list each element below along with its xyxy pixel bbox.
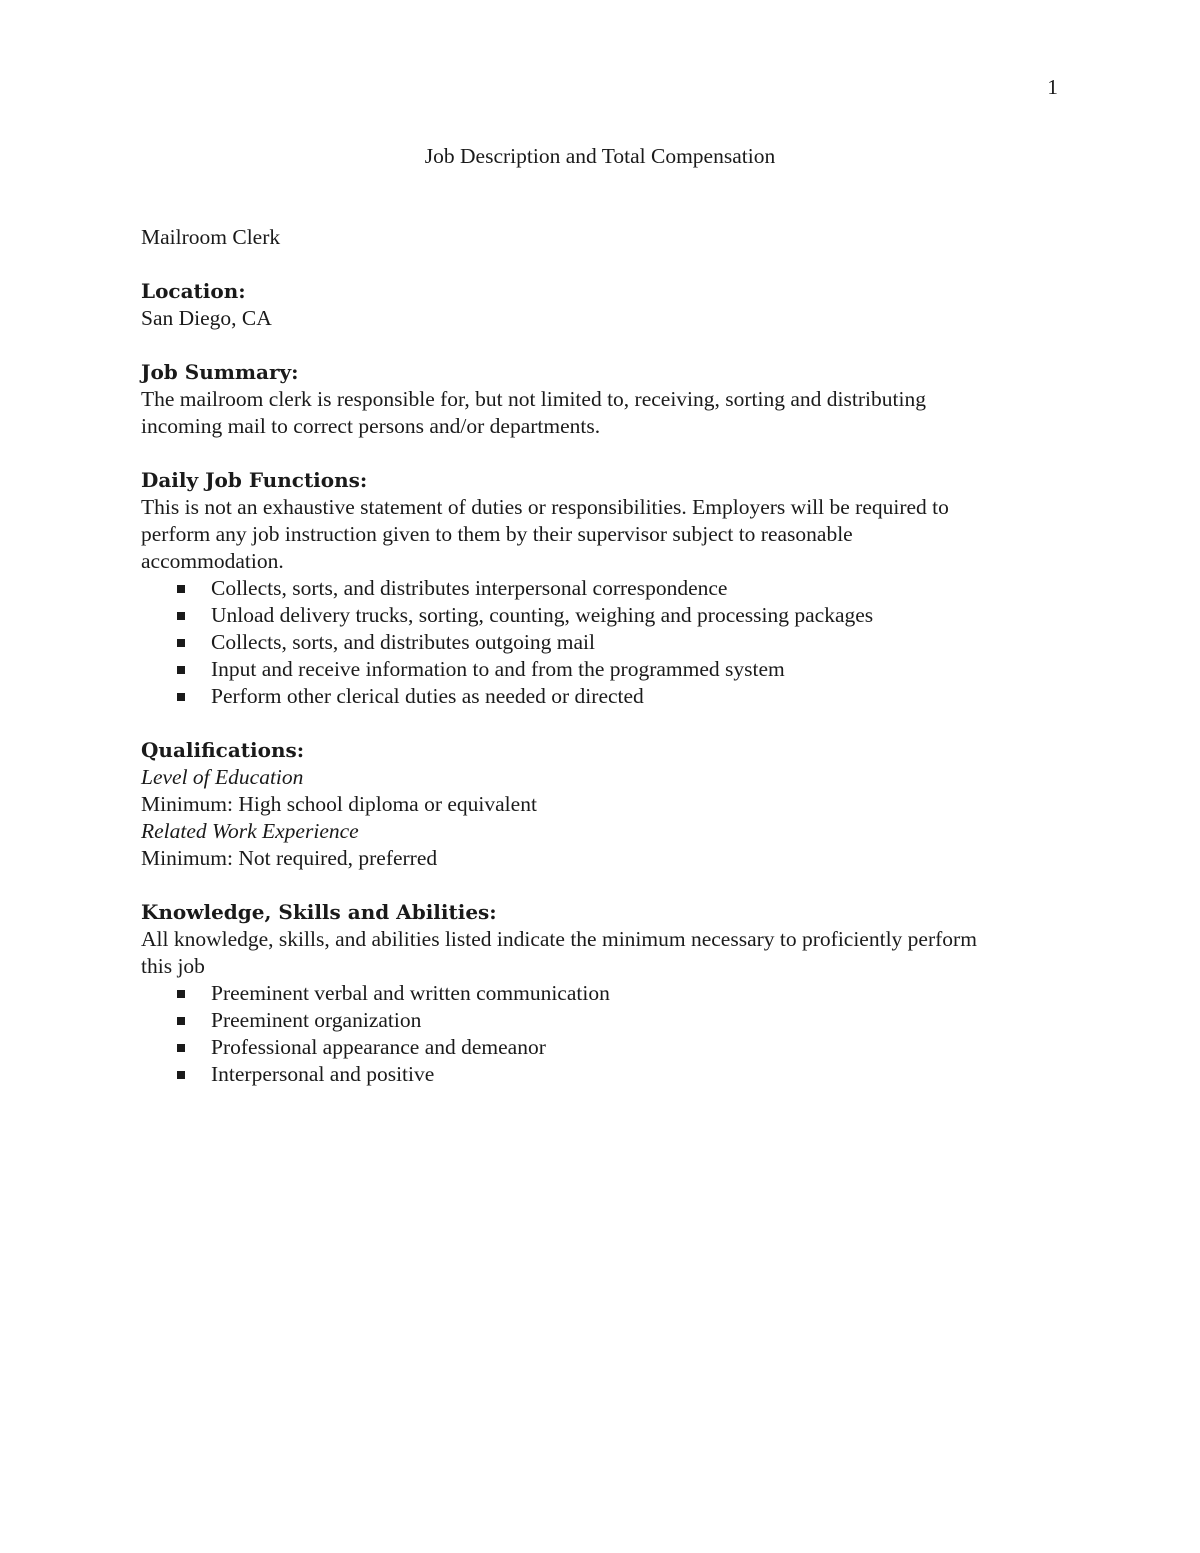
page-number: 1 (1047, 75, 1058, 99)
square-bullet-icon (177, 666, 185, 674)
daily-functions-intro-line: This is not an exhaustive statement of duties or responsibilities. Employers will be required to (141, 495, 949, 519)
list-item-text: Preeminent organization (211, 1008, 422, 1032)
daily-functions-intro-line: perform any job instruction given to them by their supervisor subject to reasonable (141, 522, 853, 546)
list-item-text: Unload delivery trucks, sorting, counting, weighing and processing packages (211, 603, 874, 627)
document-body (141, 224, 1071, 1088)
daily-functions-intro-line: accommodation. (141, 549, 284, 573)
job-title: Mailroom Clerk (141, 225, 281, 249)
square-bullet-icon (177, 990, 185, 998)
list-item (141, 656, 1071, 683)
location-value: San Diego, CA (141, 306, 272, 330)
square-bullet-icon (177, 1071, 185, 1079)
ksa-list (141, 980, 1071, 1088)
list-item (141, 683, 1071, 710)
job-summary-heading: Job Summary: (141, 360, 299, 384)
job-summary-line: The mailroom clerk is responsible for, but not limited to, receiving, sorting and distributing (141, 387, 926, 411)
daily-functions-list (141, 575, 1071, 710)
experience-label: Related Work Experience (141, 819, 359, 843)
list-item (141, 629, 1071, 656)
education-label: Level of Education (141, 765, 304, 789)
list-item-text: Preeminent verbal and written communication (211, 981, 610, 1005)
square-bullet-icon (177, 1017, 185, 1025)
qualifications-heading: Qualifications: (141, 738, 305, 762)
location-heading: Location: (141, 279, 246, 303)
list-item-text: Collects, sorts, and distributes outgoing mail (211, 630, 595, 654)
list-item-text: Collects, sorts, and distributes interpersonal correspondence (211, 576, 728, 600)
ksa-intro-line: this job (141, 954, 205, 978)
job-summary-line: incoming mail to correct persons and/or departments. (141, 414, 601, 438)
square-bullet-icon (177, 693, 185, 701)
square-bullet-icon (177, 639, 185, 647)
education-value: Minimum: High school diploma or equivalent (141, 792, 537, 816)
list-item-text: Perform other clerical duties as needed or directed (211, 684, 644, 708)
list-item (141, 1034, 1071, 1061)
ksa-intro-line: All knowledge, skills, and abilities listed indicate the minimum necessary to proficiently perform (141, 927, 977, 951)
list-item-text: Professional appearance and demeanor (211, 1035, 546, 1059)
list-item (141, 1007, 1071, 1034)
list-item (141, 980, 1071, 1007)
daily-functions-heading: Daily Job Functions: (141, 468, 368, 492)
list-item (141, 602, 1071, 629)
list-item (141, 575, 1071, 602)
list-item (141, 1061, 1071, 1088)
list-item-text: Input and receive information to and from the programmed system (211, 657, 785, 681)
square-bullet-icon (177, 585, 185, 593)
square-bullet-icon (177, 612, 185, 620)
square-bullet-icon (177, 1044, 185, 1052)
list-item-text: Interpersonal and positive (211, 1062, 435, 1086)
ksa-heading: Knowledge, Skills and Abilities: (141, 900, 497, 924)
document-title: Job Description and Total Compensation (424, 144, 776, 168)
experience-value: Minimum: Not required, preferred (141, 846, 438, 870)
